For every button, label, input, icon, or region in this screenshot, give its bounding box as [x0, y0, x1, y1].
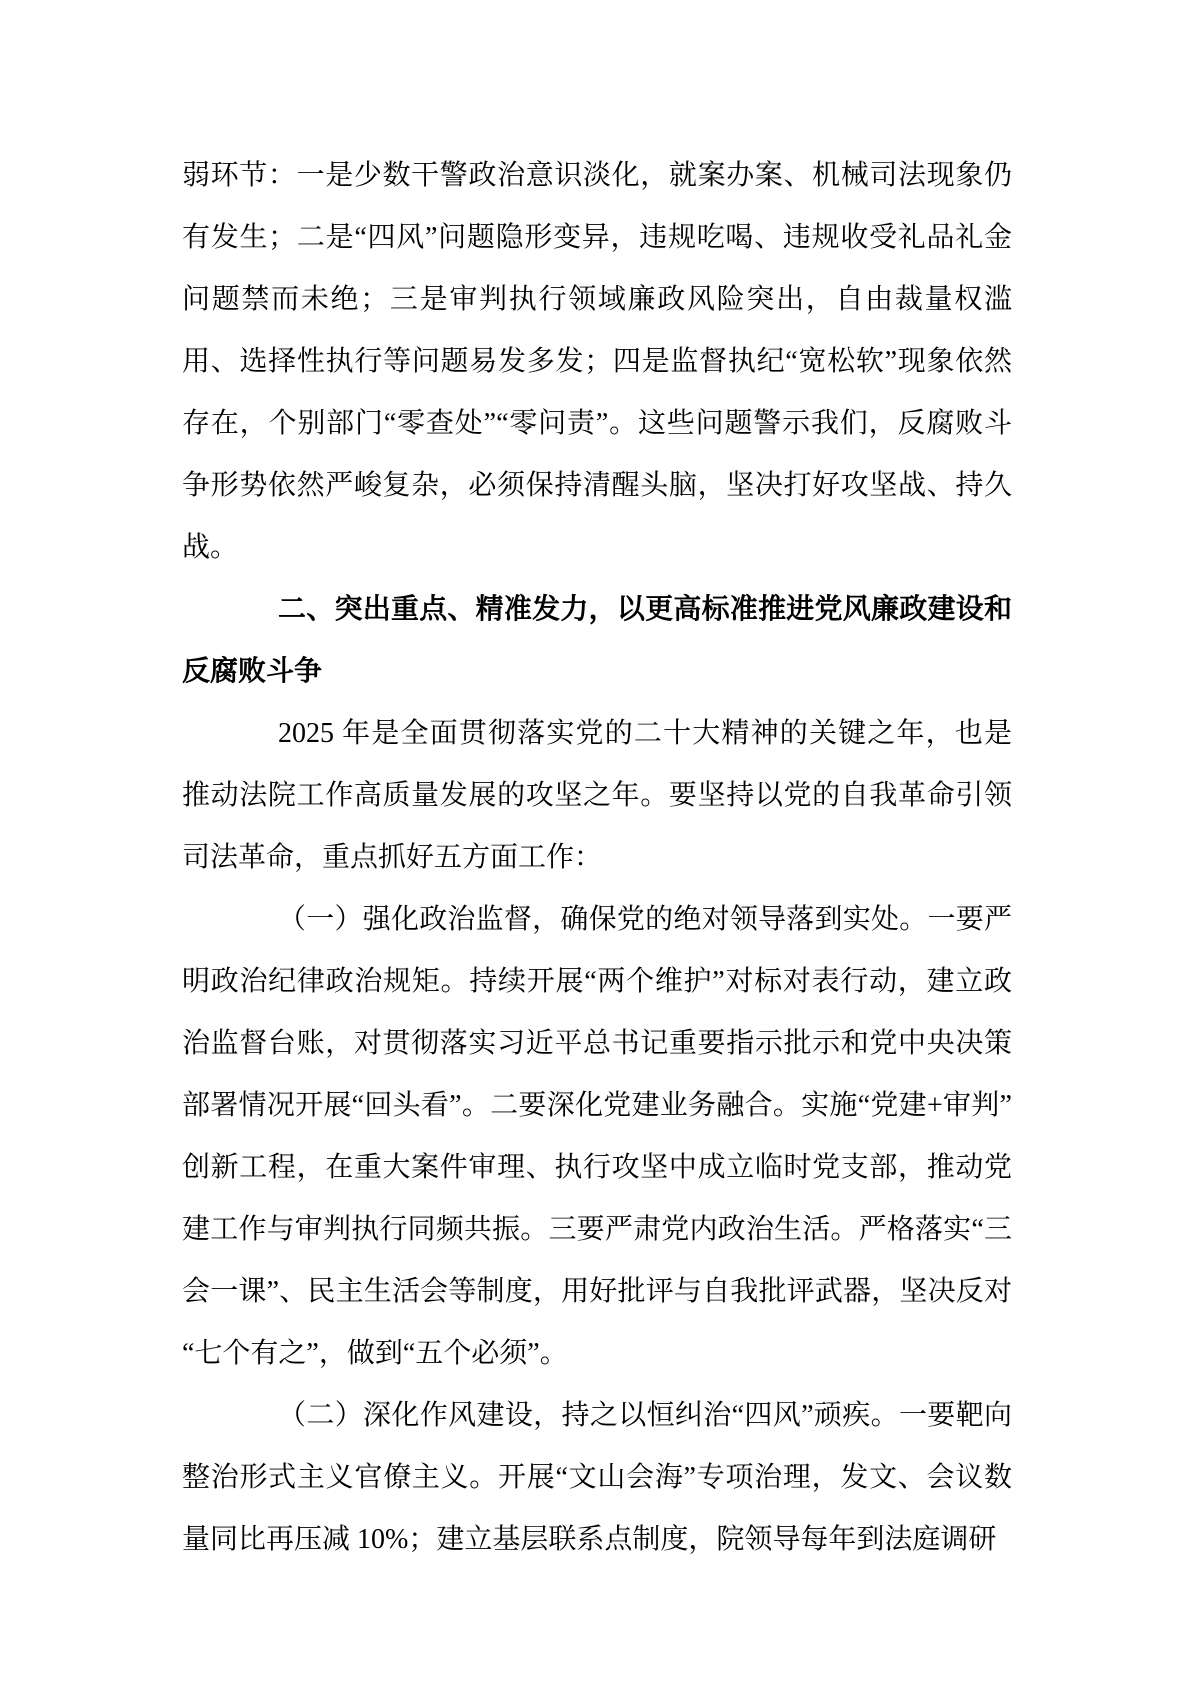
section-heading-two: 二、突出重点、精准发力，以更高标准推进党风廉政建设和反腐败斗争 [182, 594, 1012, 687]
paragraph-weak-links-continuation: 弱环节：一是少数干警政治意识淡化，就案办案、机械司法现象仍有发生；二是“四风”问题隐形变异，违规吃喝、违规收受礼品礼金问题禁而未绝；三是审判执行领域廉政风险突出，自由裁量权滥用、选择性执行等问题易发多发；四是监督执纪“宽松软”现象依然存在，个别部门“零查处”“零问责”。这些问题警示我们，反腐败斗争形势依然严峻复杂，必须保持清醒头脑，坚决打好攻坚战、持久战。 [182, 160, 1012, 563]
paragraph-2025-overview: 2025 年是全面贯彻落实党的二十大精神的关键之年，也是推动法院工作高质量发展的攻坚之年。要坚持以党的自我革命引领司法革命，重点抓好五方面工作： [182, 718, 1012, 873]
paragraph-item-one-political-supervision: （一）强化政治监督，确保党的绝对领导落到实处。一要严明政治纪律政治规矩。持续开展“两个维护”对标对表行动，建立政治监督台账，对贯彻落实习近平总书记重要指示批示和党中央决策部署情况开展“回头看”。二要深化党建业务融合。实施“党建+审判”创新工程，在重大案件审理、执行攻坚中成立临时党支部，推动党建工作与审判执行同频共振。三要严肃党内政治生活。严格落实“三会一课”、民主生活会等制度，用好批评与自我批评武器，坚决反对“七个有之”，做到“五个必须”。 [182, 904, 1012, 1369]
paragraph-item-two-work-style: （二）深化作风建设，持之以恒纠治“四风”顽疾。一要靶向整治形式主义官僚主义。开展“文山会海”专项治理，发文、会议数量同比再压减 10%；建立基层联系点制度，院领导每年到法庭调研 [182, 1400, 1012, 1555]
